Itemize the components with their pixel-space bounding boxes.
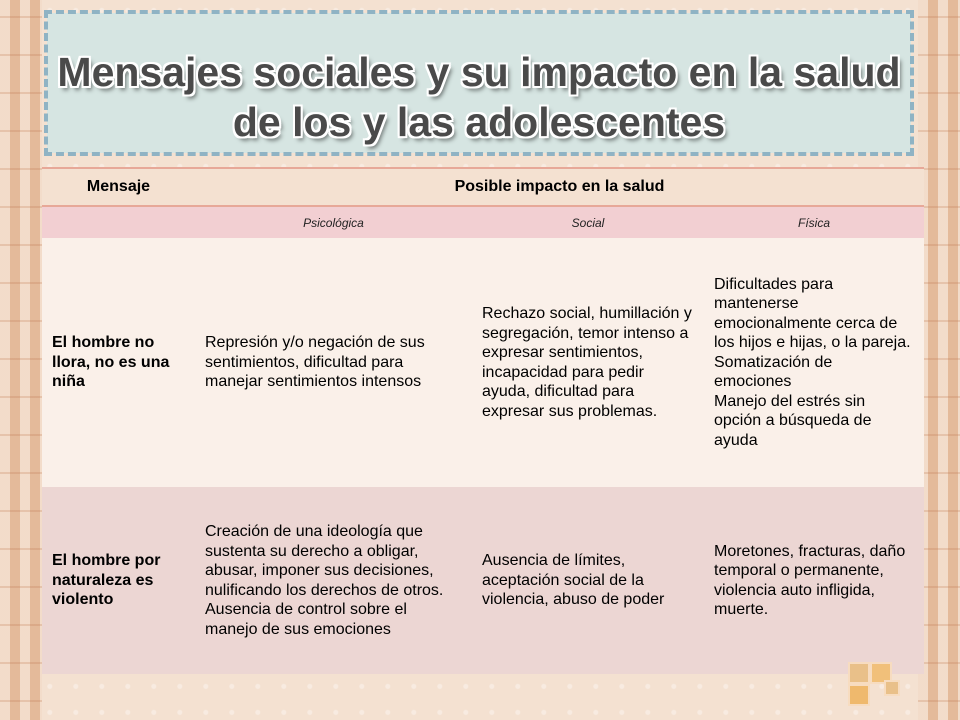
table-header-row (42, 168, 924, 206)
row-1-fisica-line-3: Manejo del estrés sin opción a búsqueda de ayuda (714, 392, 872, 449)
table-row (42, 487, 924, 674)
decorative-square (884, 680, 900, 696)
row-1-fisica-line-2: Somatización de emociones (714, 353, 833, 391)
subheader-psicologica: Psicológica (195, 206, 472, 238)
row-1-fisica-line-1: Dificultades para mantenerse emocionalmente cerca de los hijos e hijas, o la pareja. (714, 275, 911, 352)
row-2-social: Ausencia de límites, aceptación social de la violencia, abuso de poder (472, 487, 704, 674)
title-line-2: de los y las adolescentes (232, 99, 726, 145)
subheader-fisica: Física (704, 206, 924, 238)
row-1-psicologica: Represión y/o negación de sus sentimientos, dificultad para manejar sentimientos intensos (195, 238, 472, 487)
decorative-square (848, 662, 870, 684)
row-2-fisica: Moretones, fracturas, daño temporal o permanente, violencia auto infligida, muerte. (704, 487, 924, 674)
right-decorative-border (918, 0, 960, 720)
decorative-square (848, 684, 870, 706)
slide-title (47, 47, 911, 147)
subheader-empty (42, 206, 195, 238)
row-2-mensaje: El hombre por naturaleza es violento (42, 487, 195, 674)
row-1-mensaje: El hombre no llora, no es una niña (42, 238, 195, 487)
title-box (42, 8, 916, 158)
left-decorative-border (0, 0, 42, 720)
title-line-1: Mensajes sociales y su impacto en la salud (57, 49, 901, 95)
table-row (42, 238, 924, 487)
row-1-social: Rechazo social, humillación y segregación, temor intenso a expresar sentimientos, incapacidad para pedir ayuda, dificultad para expresar sus problemas. (472, 238, 704, 487)
table-subheader-row (42, 206, 924, 238)
header-mensaje: Mensaje (42, 168, 195, 206)
row-2-psicologica: Creación de una ideología que sustenta su derecho a obligar, abusar, imponer sus decisiones, nulificando los derechos de otros. Ausencia de control sobre el manejo de sus emociones (195, 487, 472, 674)
header-impacto: Posible impacto en la salud (195, 168, 924, 206)
row-1-fisica (704, 238, 924, 487)
messages-table (42, 167, 924, 674)
subheader-social: Social (472, 206, 704, 238)
